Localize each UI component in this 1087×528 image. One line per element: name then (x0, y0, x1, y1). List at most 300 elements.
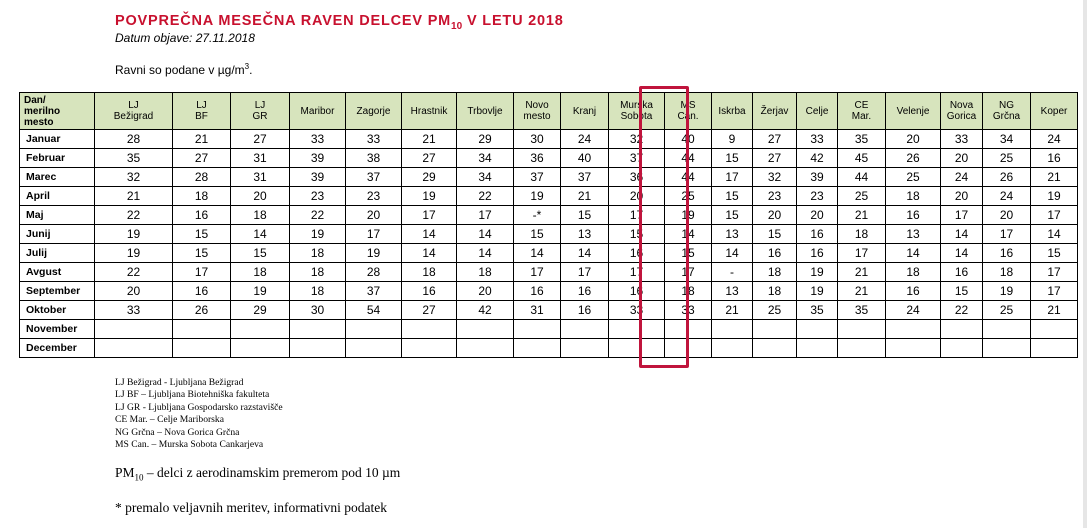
column-header-line: Žerjav (760, 105, 789, 117)
value-cell: 15 (941, 282, 983, 301)
value-cell: 13 (712, 225, 753, 244)
value-cell: 29 (231, 301, 290, 320)
value-cell (514, 339, 561, 358)
value-cell: 15 (753, 225, 797, 244)
value-cell: 22 (95, 263, 173, 282)
value-cell: 34 (457, 149, 514, 168)
month-cell: Januar (20, 130, 95, 149)
value-cell: 18 (290, 263, 346, 282)
month-cell: Oktober (20, 301, 95, 320)
value-cell: 15 (665, 244, 712, 263)
value-cell: 25 (886, 168, 941, 187)
value-cell: 14 (941, 225, 983, 244)
column-header-line: Koper (1040, 105, 1068, 117)
value-cell: 16 (1031, 149, 1078, 168)
value-cell (983, 339, 1031, 358)
value-cell: 30 (290, 301, 346, 320)
value-cell: 17 (609, 206, 665, 225)
value-cell: - (712, 263, 753, 282)
value-cell: 21 (838, 282, 886, 301)
value-cell (665, 320, 712, 339)
value-cell: 21 (838, 263, 886, 282)
value-cell: 17 (514, 263, 561, 282)
table-row (20, 320, 1078, 339)
value-cell: 18 (838, 225, 886, 244)
value-cell: 19 (290, 225, 346, 244)
value-cell: 33 (665, 301, 712, 320)
value-cell: 27 (402, 149, 457, 168)
value-cell (173, 320, 231, 339)
value-cell: 16 (941, 263, 983, 282)
value-cell: 16 (561, 282, 609, 301)
value-cell: 20 (983, 206, 1031, 225)
value-cell: 14 (886, 244, 941, 263)
column-header-iskrba (712, 93, 753, 130)
value-cell (838, 320, 886, 339)
value-cell: 17 (983, 225, 1031, 244)
table-row (20, 263, 1078, 282)
value-cell: 20 (95, 282, 173, 301)
table-row (20, 187, 1078, 206)
value-cell: 15 (561, 206, 609, 225)
value-cell: 18 (457, 263, 514, 282)
column-header-ce-mar (838, 93, 886, 130)
column-header-line: Trbovlje (467, 105, 503, 117)
column-header-line: GR (252, 111, 268, 122)
value-cell: 18 (290, 244, 346, 263)
value-cell (712, 339, 753, 358)
column-header-line: Sobota (620, 111, 653, 122)
value-cell: 17 (665, 263, 712, 282)
column-header-novo-mesto (514, 93, 561, 130)
value-cell: 17 (346, 225, 402, 244)
value-cell: 33 (290, 130, 346, 149)
legend-item: LJ BF – Ljubljana Biotehniška fakulteta (115, 389, 270, 401)
legend-item: CE Mar. – Celje Mariborska (115, 414, 224, 426)
value-cell: 14 (1031, 225, 1078, 244)
value-cell: 37 (609, 149, 665, 168)
value-cell: 23 (346, 187, 402, 206)
table-row (20, 149, 1078, 168)
header-corner-line: merilno (24, 105, 61, 117)
column-header-line: LJ (254, 100, 266, 111)
value-cell: 16 (514, 282, 561, 301)
month-cell: April (20, 187, 95, 206)
pm-note-suffix: – delci z aerodinamskim premerom pod 10 µm (143, 465, 401, 480)
column-header-line: Kranj (572, 105, 597, 117)
value-cell: 16 (173, 282, 231, 301)
column-header-nova-gorica (941, 93, 983, 130)
table-body (20, 130, 1078, 358)
column-header-murska-sobota (609, 93, 665, 130)
value-cell: 22 (95, 206, 173, 225)
value-cell: 21 (173, 130, 231, 149)
value-cell: 38 (346, 149, 402, 168)
value-cell: 45 (838, 149, 886, 168)
value-cell: 27 (231, 130, 290, 149)
value-cell: 42 (457, 301, 514, 320)
value-cell: 22 (941, 301, 983, 320)
title-prefix: POVPREČNA MESEČNA RAVEN DELCEV PM (115, 13, 452, 29)
value-cell: 18 (983, 263, 1031, 282)
value-cell: 17 (402, 206, 457, 225)
value-cell (457, 339, 514, 358)
column-header-line: Mar. (851, 111, 872, 122)
column-header-velenje (886, 93, 941, 130)
column-header-line: Novo (525, 100, 549, 111)
value-cell: 44 (838, 168, 886, 187)
value-cell: 26 (173, 301, 231, 320)
value-cell: -* (514, 206, 561, 225)
units-note (115, 62, 252, 77)
table-header-row (20, 93, 1078, 130)
value-cell: 44 (665, 149, 712, 168)
value-cell: 16 (886, 206, 941, 225)
pm-note-prefix: PM (115, 465, 135, 480)
value-cell: 14 (561, 244, 609, 263)
units-superscript: 3 (244, 62, 250, 71)
column-header-line: Can. (677, 111, 699, 122)
value-cell: 44 (665, 168, 712, 187)
value-cell (231, 320, 290, 339)
value-cell: 31 (231, 168, 290, 187)
table-row (20, 301, 1078, 320)
value-cell: 24 (983, 187, 1031, 206)
value-cell: 16 (402, 282, 457, 301)
legend-item: NG Grčna – Nova Gorica Grčna (115, 426, 240, 438)
station-legend (115, 377, 283, 451)
value-cell: 15 (514, 225, 561, 244)
value-cell: 27 (753, 130, 797, 149)
column-header-line: Nova (949, 100, 974, 111)
value-cell: 18 (173, 187, 231, 206)
value-cell: 20 (753, 206, 797, 225)
pm-note-subscript: 10 (134, 472, 144, 483)
legend-item: LJ Bežigrad - Ljubljana Bežigrad (115, 377, 244, 388)
value-cell (231, 339, 290, 358)
column-header-trbovlje (457, 93, 514, 130)
column-header-lj-bezigrad (95, 93, 173, 130)
value-cell: 25 (983, 149, 1031, 168)
value-cell (1031, 320, 1078, 339)
value-cell: 19 (402, 187, 457, 206)
value-cell (609, 320, 665, 339)
table-row (20, 282, 1078, 301)
legend-item: LJ GR - Ljubljana Gospodarsko razstavišče (115, 401, 283, 413)
column-header-line: CE (854, 100, 869, 111)
value-cell (402, 320, 457, 339)
value-cell (753, 339, 797, 358)
value-cell: 13 (561, 225, 609, 244)
value-cell: 26 (886, 149, 941, 168)
title-subscript: 10 (451, 20, 463, 32)
value-cell: 19 (231, 282, 290, 301)
report-title (115, 13, 564, 32)
value-cell: 19 (1031, 187, 1078, 206)
value-cell: 29 (457, 130, 514, 149)
value-cell (95, 339, 173, 358)
value-cell: 15 (712, 149, 753, 168)
value-cell: 18 (665, 282, 712, 301)
value-cell: 34 (983, 130, 1031, 149)
value-cell: 13 (712, 282, 753, 301)
value-cell: 33 (797, 130, 838, 149)
value-cell: 18 (753, 282, 797, 301)
value-cell: 18 (753, 263, 797, 282)
value-cell (290, 339, 346, 358)
value-cell: 20 (886, 130, 941, 149)
value-cell: 35 (838, 301, 886, 320)
value-cell: 23 (797, 187, 838, 206)
value-cell: 22 (457, 187, 514, 206)
value-cell: 16 (173, 206, 231, 225)
footnote: * premalo veljavnih meritev, informativni podatek (115, 500, 388, 515)
value-cell: 29 (402, 168, 457, 187)
value-cell: 42 (797, 149, 838, 168)
value-cell: 37 (346, 168, 402, 187)
value-cell: 14 (402, 244, 457, 263)
value-cell (983, 320, 1031, 339)
value-cell: 19 (665, 206, 712, 225)
column-header-line: Velenje (896, 105, 930, 117)
value-cell: 20 (346, 206, 402, 225)
value-cell: 14 (457, 225, 514, 244)
value-cell (514, 320, 561, 339)
value-cell: 24 (1031, 130, 1078, 149)
column-header-celje (797, 93, 838, 130)
value-cell: 35 (797, 301, 838, 320)
value-cell: 14 (457, 244, 514, 263)
value-cell (712, 320, 753, 339)
value-cell: 18 (402, 263, 457, 282)
value-cell: 15 (609, 225, 665, 244)
column-header-line: Iskrba (718, 105, 746, 117)
value-cell (941, 320, 983, 339)
value-cell: 15 (1031, 244, 1078, 263)
month-cell: Avgust (20, 263, 95, 282)
value-cell: 16 (753, 244, 797, 263)
value-cell: 19 (514, 187, 561, 206)
value-cell: 14 (712, 244, 753, 263)
value-cell: 21 (95, 187, 173, 206)
value-cell: 18 (231, 263, 290, 282)
column-header-line: NG (999, 100, 1014, 111)
table-row (20, 225, 1078, 244)
value-cell: 27 (402, 301, 457, 320)
value-cell: 39 (797, 168, 838, 187)
value-cell (561, 339, 609, 358)
value-cell: 32 (95, 168, 173, 187)
value-cell: 19 (346, 244, 402, 263)
value-cell (753, 320, 797, 339)
value-cell: 14 (231, 225, 290, 244)
value-cell: 39 (290, 149, 346, 168)
value-cell (346, 320, 402, 339)
column-header-line: Zagorje (356, 105, 391, 117)
column-header-line: LJ (128, 100, 139, 111)
units-end: . (249, 63, 253, 77)
value-cell: 33 (95, 301, 173, 320)
value-cell: 31 (231, 149, 290, 168)
value-cell: 16 (797, 225, 838, 244)
value-cell (886, 339, 941, 358)
column-header-ng-grcna (983, 93, 1031, 130)
value-cell: 13 (886, 225, 941, 244)
value-cell: 40 (665, 130, 712, 149)
value-cell: 20 (941, 149, 983, 168)
column-header-koper (1031, 93, 1078, 130)
value-cell (561, 320, 609, 339)
value-cell: 17 (1031, 282, 1078, 301)
value-cell (402, 339, 457, 358)
publication-date: Datum objave: 27.11.2018 (115, 31, 255, 45)
value-cell: 35 (838, 130, 886, 149)
value-cell: 16 (609, 282, 665, 301)
value-cell: 28 (95, 130, 173, 149)
column-header-line: mesto (523, 111, 551, 122)
value-cell: 21 (1031, 301, 1078, 320)
column-header-line: Celje (805, 105, 829, 117)
column-header-lj-gr (231, 93, 290, 130)
value-cell: 34 (457, 168, 514, 187)
value-cell: 28 (173, 168, 231, 187)
value-cell (290, 320, 346, 339)
value-cell (346, 339, 402, 358)
value-cell: 32 (609, 130, 665, 149)
month-cell: Julij (20, 244, 95, 263)
value-cell: 54 (346, 301, 402, 320)
value-cell: 21 (402, 130, 457, 149)
units-text: Ravni so podane v µg/m (115, 63, 245, 77)
column-header-line: LJ (196, 100, 207, 111)
value-cell: 27 (173, 149, 231, 168)
value-cell: 19 (983, 282, 1031, 301)
value-cell: 21 (561, 187, 609, 206)
value-cell: 36 (609, 168, 665, 187)
column-header-line: Gorica (946, 111, 977, 122)
value-cell: 15 (712, 187, 753, 206)
value-cell: 15 (712, 206, 753, 225)
column-header-lj-bf (173, 93, 231, 130)
value-cell: 14 (514, 244, 561, 263)
column-header-line: Grčna (992, 111, 1021, 122)
value-cell: 18 (886, 263, 941, 282)
value-cell: 15 (231, 244, 290, 263)
title-suffix: V LETU 2018 (462, 13, 564, 29)
month-cell: December (20, 339, 95, 358)
value-cell: 17 (457, 206, 514, 225)
pm10-table (19, 92, 1078, 358)
table-row (20, 244, 1078, 263)
legend-item: MS Can. – Murska Sobota Cankarjeva (115, 439, 264, 451)
value-cell: 21 (838, 206, 886, 225)
value-cell: 20 (609, 187, 665, 206)
value-cell: 17 (712, 168, 753, 187)
month-cell: Maj (20, 206, 95, 225)
value-cell: 15 (173, 244, 231, 263)
value-cell (941, 339, 983, 358)
value-cell: 30 (514, 130, 561, 149)
value-cell: 33 (346, 130, 402, 149)
value-cell: 33 (941, 130, 983, 149)
value-cell: 19 (95, 244, 173, 263)
header-corner-line: mesto (24, 116, 54, 128)
value-cell: 20 (941, 187, 983, 206)
value-cell (797, 320, 838, 339)
value-cell: 19 (797, 282, 838, 301)
value-cell: 17 (838, 244, 886, 263)
column-header-line: MS (680, 100, 696, 111)
column-header-line: Bežigrad (113, 111, 154, 122)
pm10-definition (115, 465, 400, 483)
value-cell: 37 (514, 168, 561, 187)
value-cell: 24 (941, 168, 983, 187)
value-cell: 36 (514, 149, 561, 168)
value-cell: 24 (886, 301, 941, 320)
value-cell: 20 (231, 187, 290, 206)
value-cell: 25 (665, 187, 712, 206)
value-cell: 16 (983, 244, 1031, 263)
value-cell: 14 (665, 225, 712, 244)
column-header-line: Murska (620, 100, 653, 111)
value-cell (457, 320, 514, 339)
value-cell: 24 (561, 130, 609, 149)
value-cell: 28 (346, 263, 402, 282)
value-cell: 39 (290, 168, 346, 187)
value-cell: 37 (561, 168, 609, 187)
value-cell: 23 (290, 187, 346, 206)
table-row (20, 130, 1078, 149)
value-cell: 17 (1031, 206, 1078, 225)
value-cell: 25 (983, 301, 1031, 320)
column-header-ms-can (665, 93, 712, 130)
column-header-zerjav (753, 93, 797, 130)
column-header-maribor (290, 93, 346, 130)
value-cell: 17 (173, 263, 231, 282)
value-cell: 16 (797, 244, 838, 263)
value-cell (838, 339, 886, 358)
month-cell: September (20, 282, 95, 301)
table-row (20, 206, 1078, 225)
value-cell: 35 (95, 149, 173, 168)
value-cell: 25 (753, 301, 797, 320)
value-cell: 26 (983, 168, 1031, 187)
value-cell: 17 (941, 206, 983, 225)
value-cell (1031, 339, 1078, 358)
column-header-kranj (561, 93, 609, 130)
value-cell: 23 (753, 187, 797, 206)
value-cell: 17 (1031, 263, 1078, 282)
value-cell: 18 (231, 206, 290, 225)
value-cell: 21 (1031, 168, 1078, 187)
value-cell (797, 339, 838, 358)
value-cell: 27 (753, 149, 797, 168)
value-cell: 40 (561, 149, 609, 168)
value-cell: 9 (712, 130, 753, 149)
value-cell: 21 (712, 301, 753, 320)
header-corner-line: Dan/ (24, 94, 46, 106)
value-cell: 33 (609, 301, 665, 320)
value-cell: 19 (797, 263, 838, 282)
value-cell: 17 (561, 263, 609, 282)
value-cell: 37 (346, 282, 402, 301)
value-cell: 18 (290, 282, 346, 301)
value-cell (886, 320, 941, 339)
month-cell: Februar (20, 149, 95, 168)
month-cell: Junij (20, 225, 95, 244)
page-edge (1083, 0, 1087, 528)
value-cell: 14 (941, 244, 983, 263)
